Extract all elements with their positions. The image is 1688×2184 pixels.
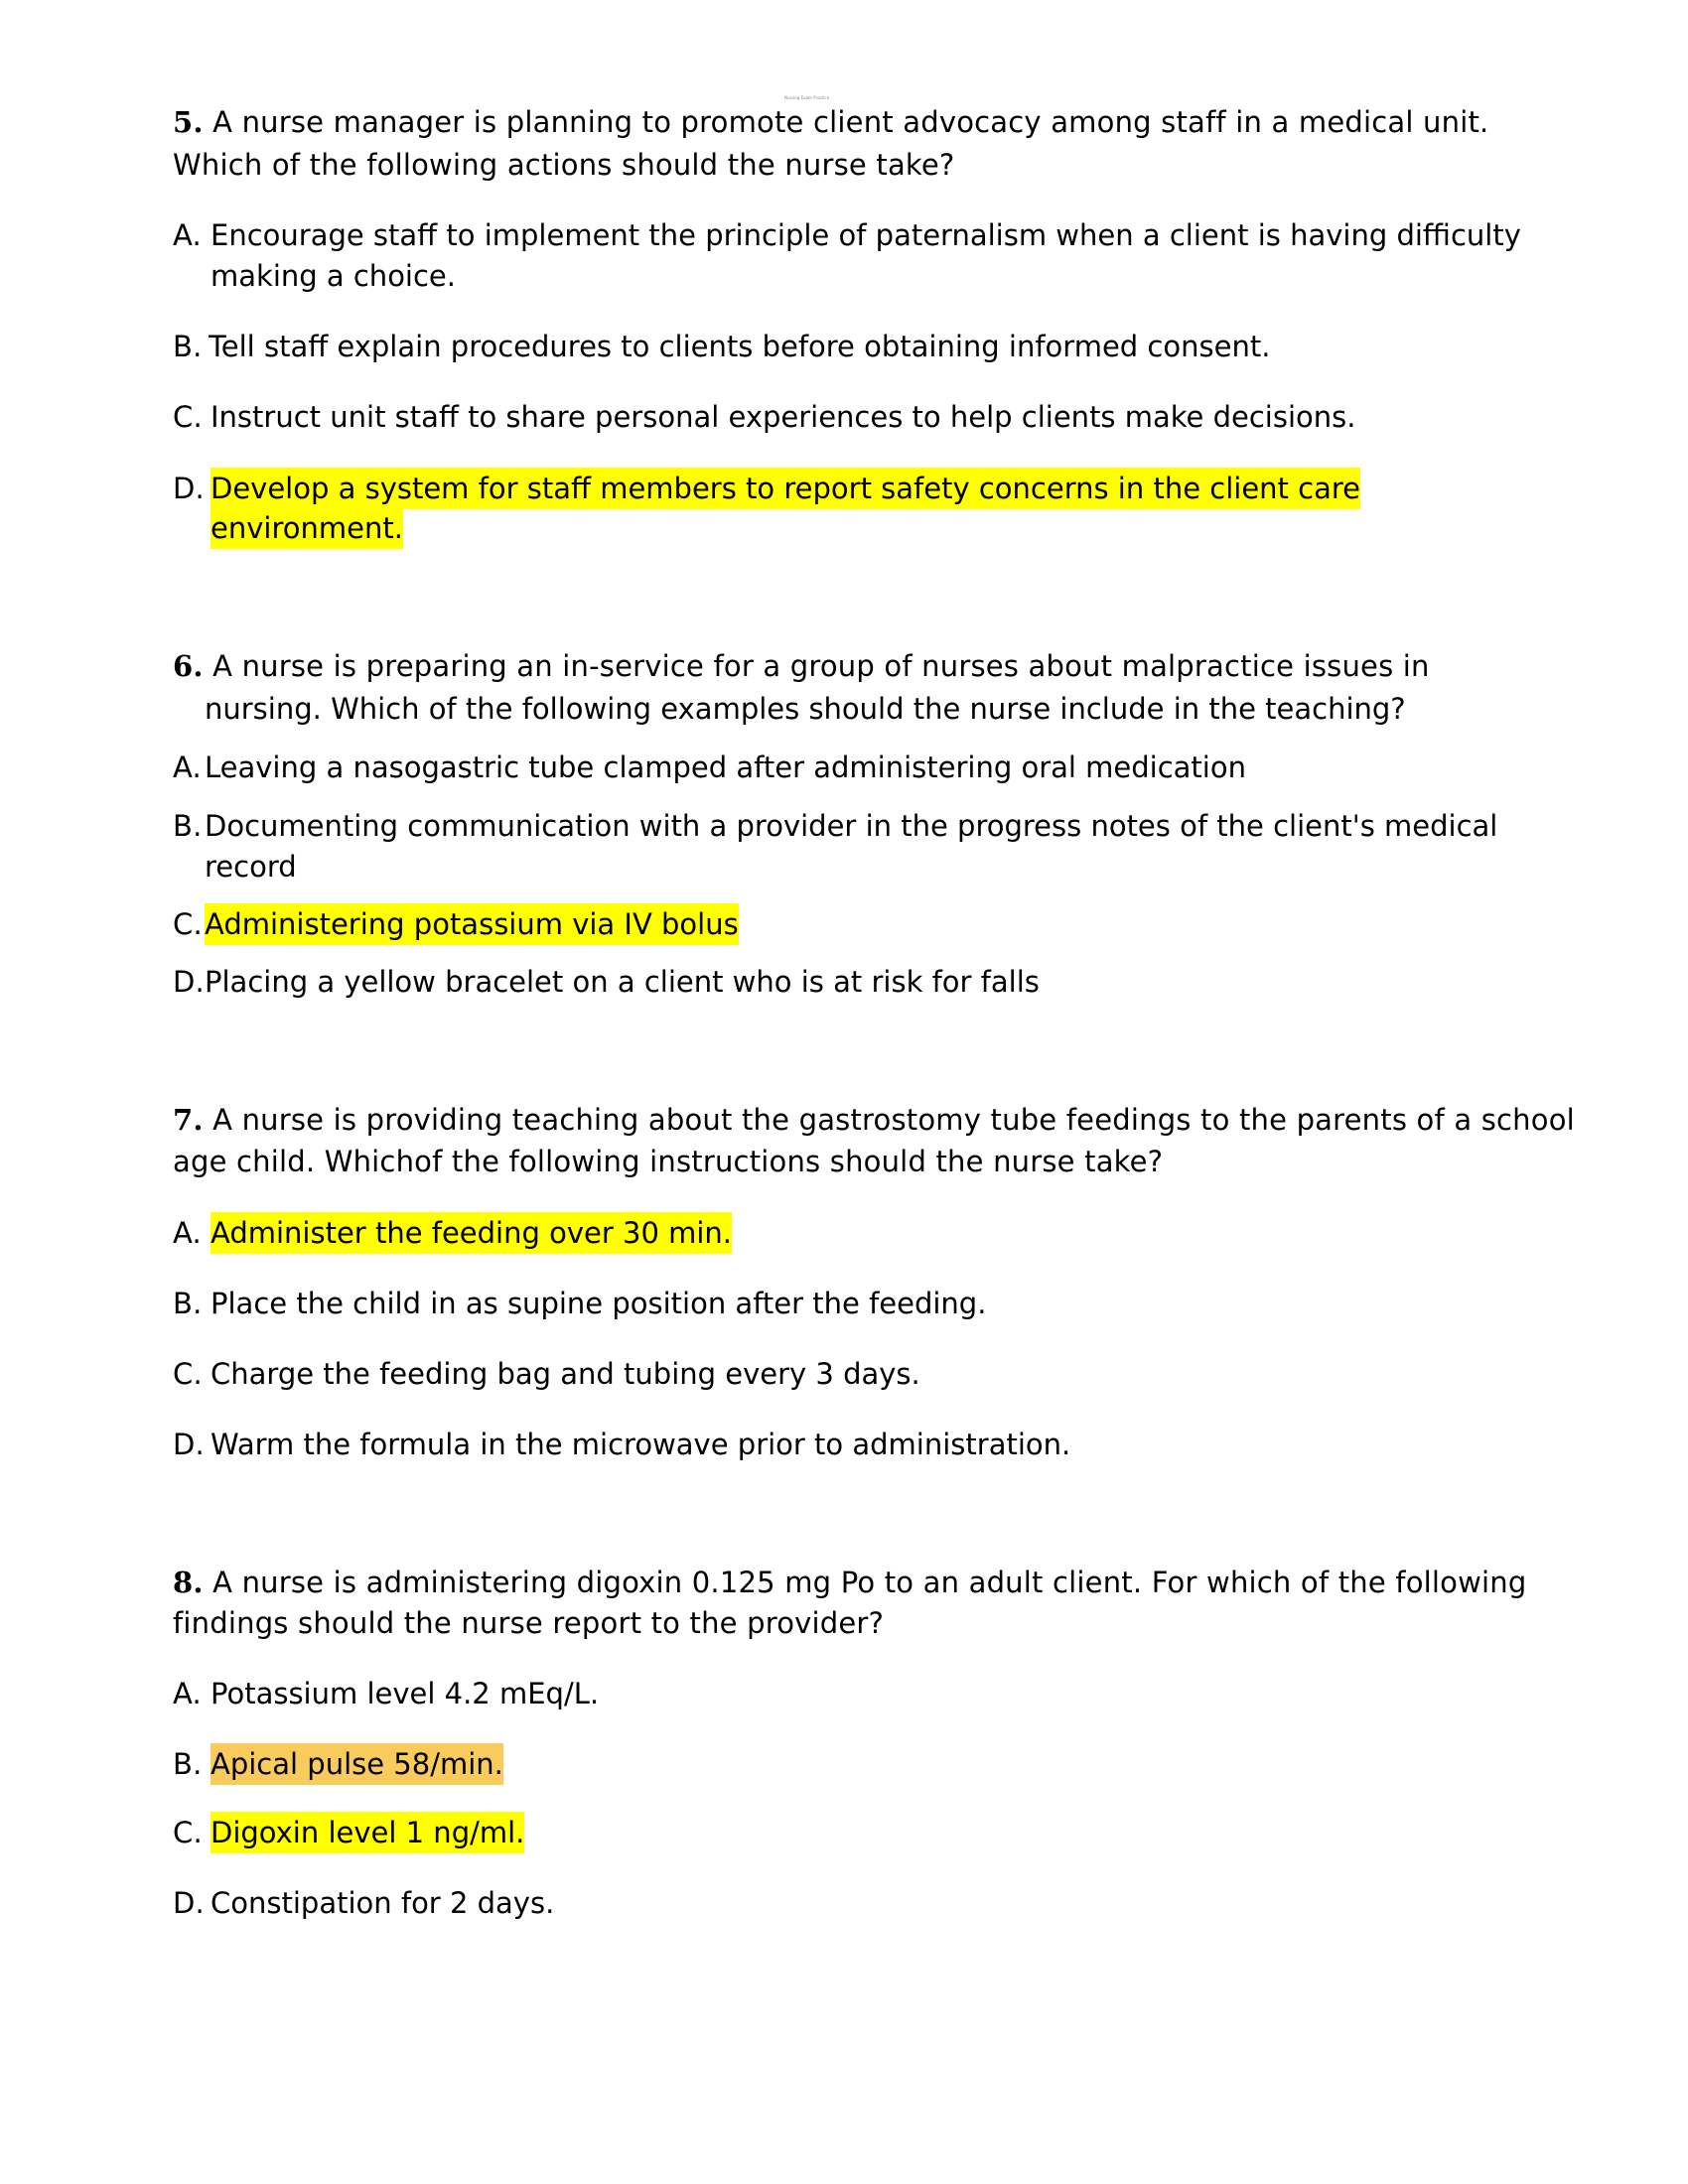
question-stem-line: 8. A nurse is administering digoxin 0.125 mg Po to an adult client. For which of the following <box>173 1566 1527 1599</box>
question-stem-line: findings should the nurse report to the provider? <box>173 1606 885 1640</box>
option-text: Place the child in as supine position after the feeding. <box>211 1287 987 1320</box>
option-label: B. <box>173 1747 203 1781</box>
option-text-highlighted: Administer the feeding over 30 min. <box>211 1212 732 1254</box>
option-text-continued: making a choice. <box>211 259 456 293</box>
question-stem-line: 6. A nurse is preparing an in-service for a group of nurses about malpractice issues in <box>173 649 1430 683</box>
question-stem-line: nursing. Which of the following examples should the nurse include in the teaching? <box>205 692 1406 726</box>
option-a[interactable] <box>173 214 202 256</box>
question-number: 7. <box>173 1103 204 1137</box>
option-b[interactable] <box>173 805 203 847</box>
option-c[interactable] <box>173 1353 203 1395</box>
question-stem-line: 7. A nurse is providing teaching about the gastrostomy tube feedings to the parents of a school <box>173 1103 1575 1137</box>
option-b[interactable] <box>173 326 203 367</box>
question-number: 5. <box>173 105 204 139</box>
option-label: A. <box>173 751 202 784</box>
option-label: D. <box>173 1428 205 1461</box>
option-label: C. <box>173 400 203 434</box>
option-text: Constipation for 2 days. <box>211 1886 555 1920</box>
option-label: B. <box>173 330 203 363</box>
option-text: Tell staff explain procedures to clients before obtaining informed consent. <box>209 330 1271 363</box>
option-text-highlighted: Digoxin level 1 ng/ml. <box>211 1812 524 1853</box>
option-text-continued: record <box>205 850 297 884</box>
option-label: A. <box>173 218 202 252</box>
option-d[interactable] <box>173 1882 205 1924</box>
option-label: B. <box>173 809 203 843</box>
option-text: Instruct unit staff to share personal experiences to help clients make decisions. <box>211 400 1356 434</box>
option-text: Encourage staff to implement the principle of paternalism when a client is having difficulty <box>211 218 1521 252</box>
option-a[interactable] <box>173 747 202 788</box>
option-label: D. <box>173 965 205 999</box>
option-label: A. <box>173 1677 202 1710</box>
option-b[interactable] <box>173 1743 203 1785</box>
option-d[interactable] <box>173 468 205 509</box>
option-label: B. <box>173 1287 203 1320</box>
question-stem-line: 5. A nurse manager is planning to promote client advocacy among staff in a medical unit. <box>173 105 1489 139</box>
option-c[interactable] <box>173 903 203 945</box>
question-number: 6. <box>173 649 204 683</box>
option-text: Leaving a nasogastric tube clamped after administering oral medication <box>205 751 1246 784</box>
option-text-continued-highlighted: environment. <box>211 507 403 549</box>
question-number: 8. <box>173 1566 204 1599</box>
option-text: Placing a yellow bracelet on a client who is at risk for falls <box>205 965 1040 999</box>
option-label: D. <box>173 472 205 505</box>
option-label: C. <box>173 1357 203 1391</box>
option-label: D. <box>173 1886 205 1920</box>
option-b[interactable] <box>173 1283 203 1324</box>
header-note: Nursing Exam Practice <box>784 95 830 100</box>
option-a[interactable] <box>173 1212 202 1254</box>
option-label: A. <box>173 1216 202 1250</box>
option-a[interactable] <box>173 1673 202 1714</box>
option-text-highlighted: Administering potassium via IV bolus <box>205 903 739 945</box>
question-stem-line: Which of the following actions should the nurse take? <box>173 148 955 182</box>
option-d[interactable] <box>173 1424 205 1465</box>
option-text: Documenting communication with a provider in the progress notes of the client's medical <box>205 809 1498 843</box>
option-text: Warm the formula in the microwave prior to administration. <box>211 1428 1071 1461</box>
question-stem-line: age child. Whichof the following instructions should the nurse take? <box>173 1145 1164 1178</box>
option-d[interactable] <box>173 961 205 1003</box>
option-text-highlighted: Apical pulse 58/min. <box>211 1743 503 1785</box>
option-c[interactable] <box>173 396 203 438</box>
option-label: C. <box>173 1816 203 1849</box>
option-text-highlighted: Develop a system for staff members to report safety concerns in the client care <box>211 468 1360 509</box>
option-text: Potassium level 4.2 mEq/L. <box>211 1677 600 1710</box>
option-c[interactable] <box>173 1812 203 1853</box>
option-label: C. <box>173 907 203 941</box>
option-text: Charge the feeding bag and tubing every 3 days. <box>211 1357 920 1391</box>
